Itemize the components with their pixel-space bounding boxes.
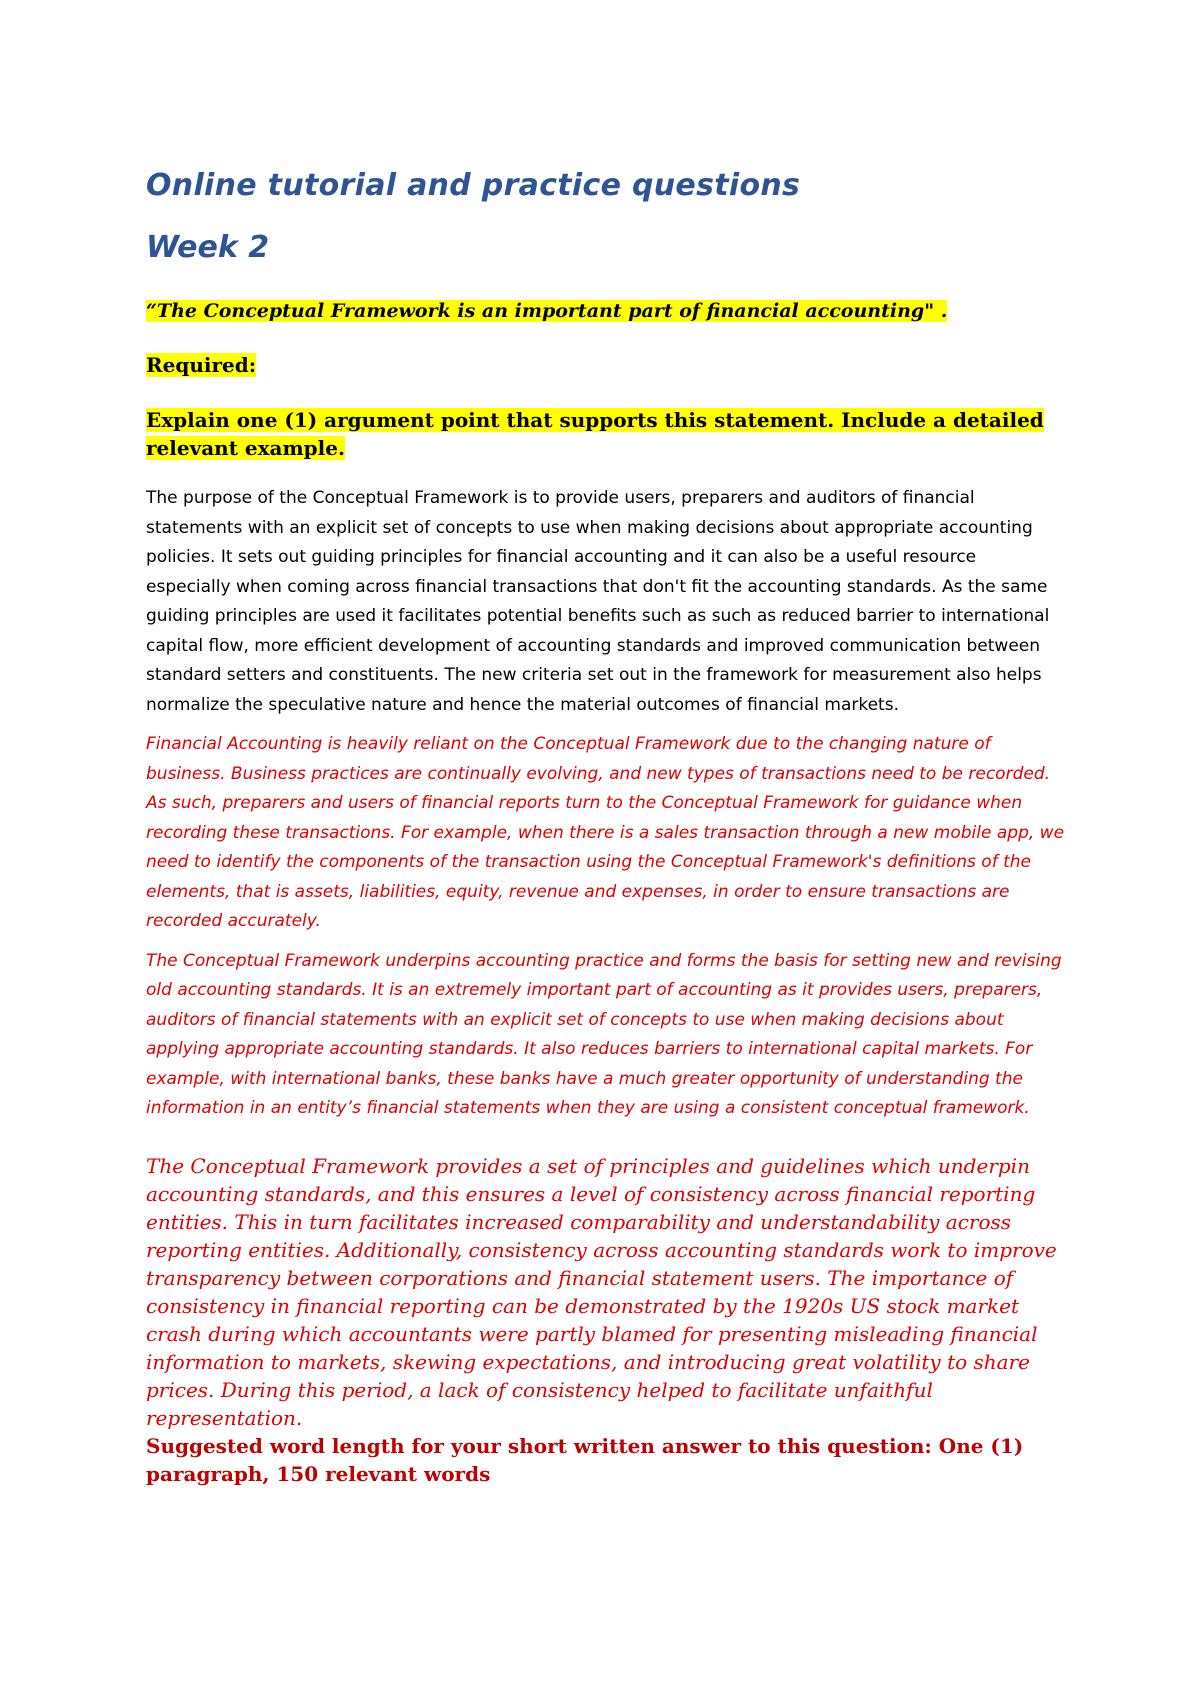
word-length-note: Suggested word length for your short written answer to this question: One (1) paragraph, 150 relevant words xyxy=(146,1433,1024,1486)
answer-paragraph-1: The purpose of the Conceptual Framework is to provide users, preparers and auditors of financial statements with an explicit set of concepts to use when making decisions about appropriate accounting policies. It sets out guiding principles for financial accounting and it can also be a useful resource especially when coming across financial transactions that don't fit the accounting standards. As the same guiding principles are used it facilitates potential benefits such as such as reduced barrier to international capital flow, more efficient development of accounting standards and improved communication between standard setters and constituents. The new criteria set out in the framework for measurement also helps normalize the speculative nature and hence the material outcomes of financial markets. xyxy=(146,488,1050,715)
task-instruction xyxy=(146,406,1066,462)
answer-paragraph-4: The Conceptual Framework provides a set of principles and guidelines which underpin accounting standards, and this ensures a level of consistency across financial reporting entities. This in turn facilitates increased comparability and understandability across reporting entities. Additionally, consistency across accounting standards work to improve transparency between corporations and financial statement users. The importance of consistency in financial reporting can be demonstrated by the 1920s US stock market crash during which accountants were partly blamed for presenting misleading financial information to markets, skewing expectations, and introducing great volatility to share prices. During this period, a lack of consistency helped to facilitate unfaithful representation. xyxy=(146,1153,1057,1430)
required-label-text: Required: xyxy=(146,353,257,377)
quote-statement xyxy=(146,298,1066,324)
answer-paragraph-2: Financial Accounting is heavily reliant on the Conceptual Framework due to the changing nature of business. Business practices are continually evolving, and new types of transactions need to be recorded. As such, preparers and users of financial reports turn to the Conceptual Framework for guidance when recording these transactions. For example, when there is a sales transaction through a new mobile app, we need to identify the components of the transaction using the Conceptual Framework's definitions of the elements, that is assets, liabilities, equity, revenue and expenses, in order to ensure transactions are recorded accurately. xyxy=(146,734,1065,931)
week-heading: Week 2 xyxy=(146,230,270,265)
document-content xyxy=(146,168,1066,1488)
answer-paragraph-3: The Conceptual Framework underpins accounting practice and forms the basis for setting new and revising old accounting standards. It is an extremely important part of accounting as it provides users, preparers, auditors of financial statements with an explicit set of concepts to use when making decisions about applying appropriate accounting standards. It also reduces barriers to international capital markets. For example, with international banks, these banks have a much greater opportunity of understanding the information in an entity’s financial statements when they are using a consistent conceptual framework. xyxy=(146,950,1062,1118)
document-title: Online tutorial and practice questions xyxy=(146,168,801,203)
task-instruction-text: Explain one (1) argument point that supports this statement. Include a detailed relevant example. xyxy=(146,408,1044,460)
quote-statement-text: “The Conceptual Framework is an important part of financial accounting" . xyxy=(146,300,948,322)
required-label xyxy=(146,352,1066,378)
